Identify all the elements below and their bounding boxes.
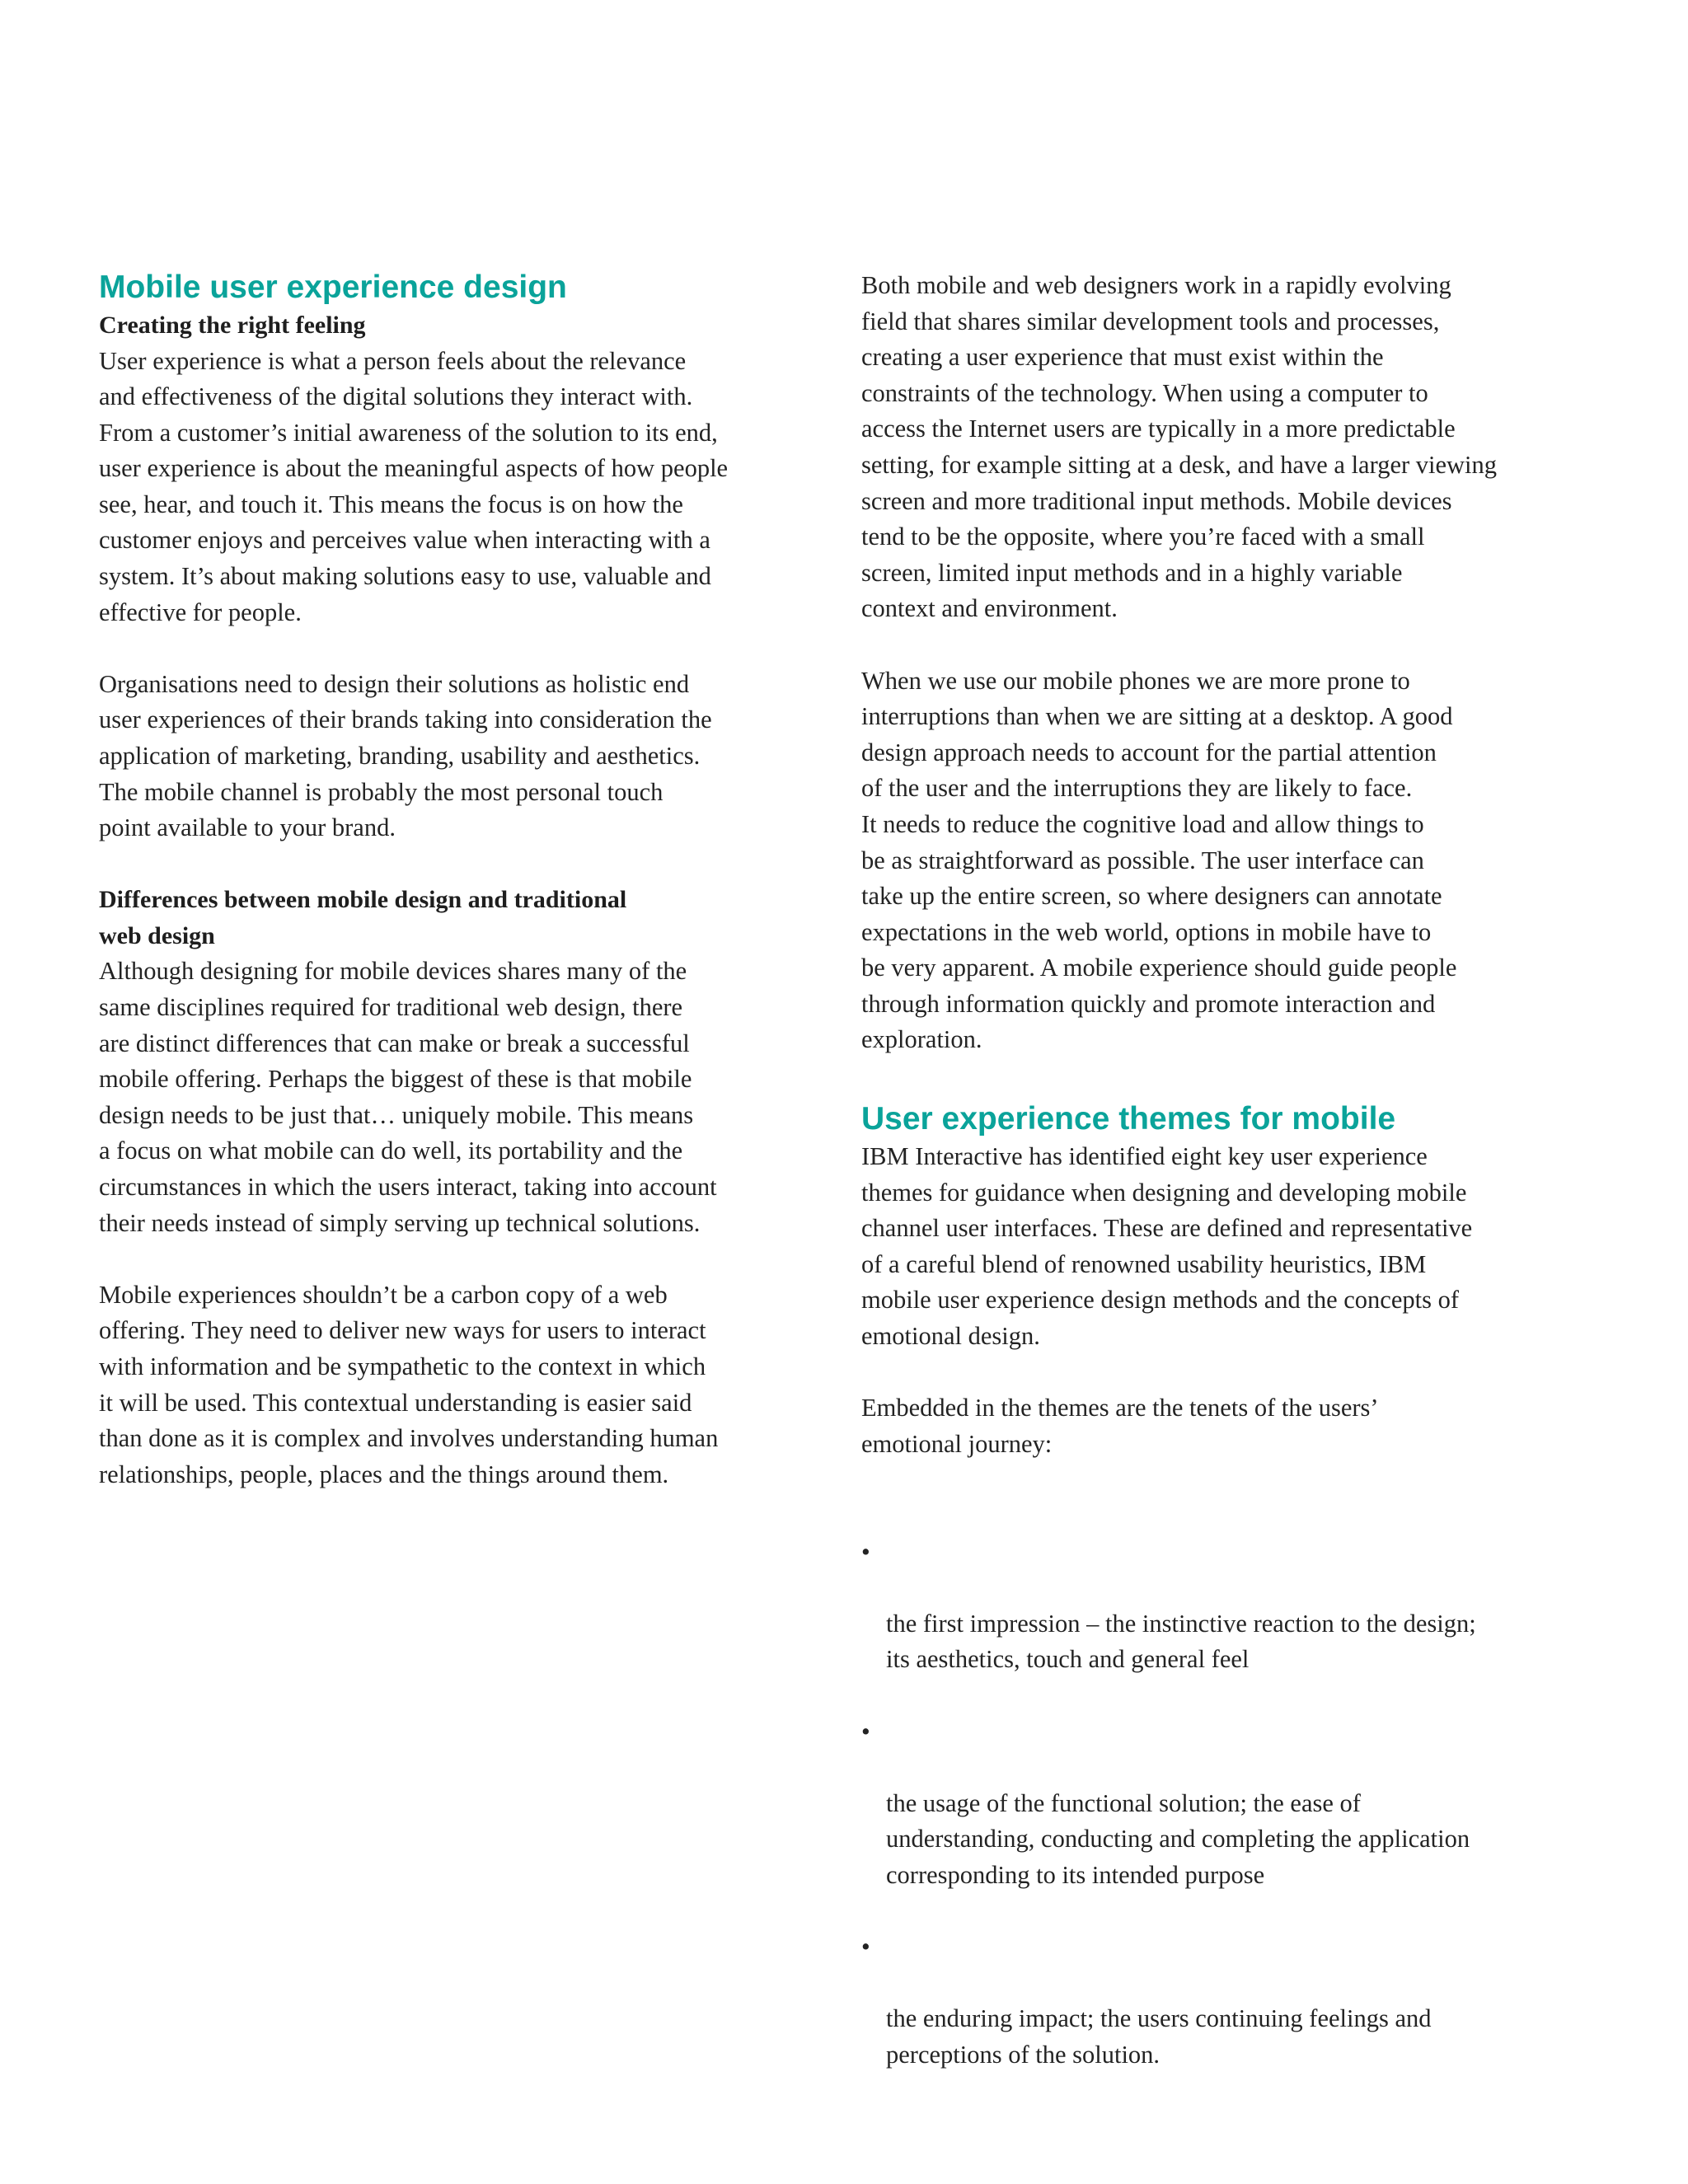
list-item [861,1929,1587,2073]
paragraph-spacer [99,846,799,883]
paragraph-user-experience-definition: User experience is what a person feels about the relevance and effectiveness of the digital solutions they interact with. From a customer’s initial awareness of the solution to its end, user experience is about the meaningful aspects of how people see, hear, and touch it. This means the focus is on how the customer enjoys and perceives value when interacting with a system. It’s about making solutions easy to use, valuable and effective for people. [99,346,729,626]
list-item-text: the first impression – the instinctive reaction to the design; its aesthetics, touch and general feel [886,1609,1476,1674]
emotional-journey-list [861,1498,1587,2109]
paragraph-ibm-interactive: IBM Interactive has identified eight key user experience themes for guidance when designing and developing mobile channel user interfaces. These are defined and representative of a careful blend of renowned usability heuristics, IBM mobile user experience design methods and the concepts of emotional design. [861,1142,1473,1351]
list-item [861,1535,1587,1678]
paragraph-embedded-themes: Embedded in the themes are the tenets of the users’ emotional journey: [861,1394,1379,1458]
list-item-text: the enduring impact; the users continuing feelings and perceptions of the solution. [886,2004,1432,2069]
section-heading-ux-themes: User experience themes for mobile [861,1101,1396,1137]
subheading-creating-right-feeling: Creating the right feeling [99,312,366,339]
section-heading-mobile-ux-design: Mobile user experience design [99,269,567,305]
paragraph-spacer [861,1462,1587,1498]
list-item-text: the usage of the functional solution; the ease of understanding, conducting and completing the application corresponding to its intended purpose [886,1788,1470,1889]
bullet-icon: • [861,1933,870,1961]
paragraph-organisations: Organisations need to design their solutions as holistic end user experiences of their brands taking into consideration the application of marketing, branding, usability and aesthetics. The mobile channel is probably the most personal touch point available to your brand. [99,669,712,842]
bullet-icon: • [861,1537,870,1566]
paragraph-mobile-experiences: Mobile experiences shouldn’t be a carbon copy of a web offering. They need to deliver new ways for users to interact with information and be sympathetic to the context in which it will be used. This contextual understanding is easier said than done as it is complex and involves understanding human relationships, people, places and the things around them. [99,1280,719,1488]
list-item [861,1714,1587,1894]
paragraph-spacer [99,630,799,667]
paragraph-spacer [861,627,1587,663]
paragraph-spacer [861,1355,1587,1391]
paragraph-spacer [861,1058,1587,1099]
paragraph-interruptions: When we use our mobile phones we are more prone to interruptions than when we are sitting at a desktop. A good design approach needs to account for the partial attention of the user and the interruptions they are likely to face. It needs to reduce the cognitive load and allow things to be as straightforward as possible. The user interface can take up the entire screen, so where designers can annotate expectations in the web world, options in mobile have to be very apparent. A mobile experience should guide people through information quickly and promote interaction and exploration. [861,666,1457,1054]
left-column [99,268,799,1493]
bullet-icon: • [861,1717,870,1746]
paragraph-spacer [99,1241,799,1277]
subheading-differences: Differences between mobile design and traditional web design [99,886,627,949]
paragraph-both-designers: Both mobile and web designers work in a rapidly evolving field that shares similar development tools and processes, creating a user experience that must exist within the constraints of the technology. When using a computer to access the Internet users are typically in a more predictable setting, for example sitting at a desk, and have a larger viewing screen and more traditional input methods. Mobile devices tend to be the opposite, where you’re faced with a small screen, limited input methods and in a highly variable context and environment. [861,271,1498,623]
paragraph-although-designing: Although designing for mobile devices shares many of the same disciplines required for traditional web design, there are distinct differences that can make or break a successful mobile offering. Perhaps the biggest of these is that mobile design needs to be just that… uniquely mobile. This means a focus on what mobile can do well, its portability and the circumstances in which the users interact, taking into account their needs instead of simply serving up technical solutions. [99,957,717,1237]
right-column [861,268,1587,2109]
